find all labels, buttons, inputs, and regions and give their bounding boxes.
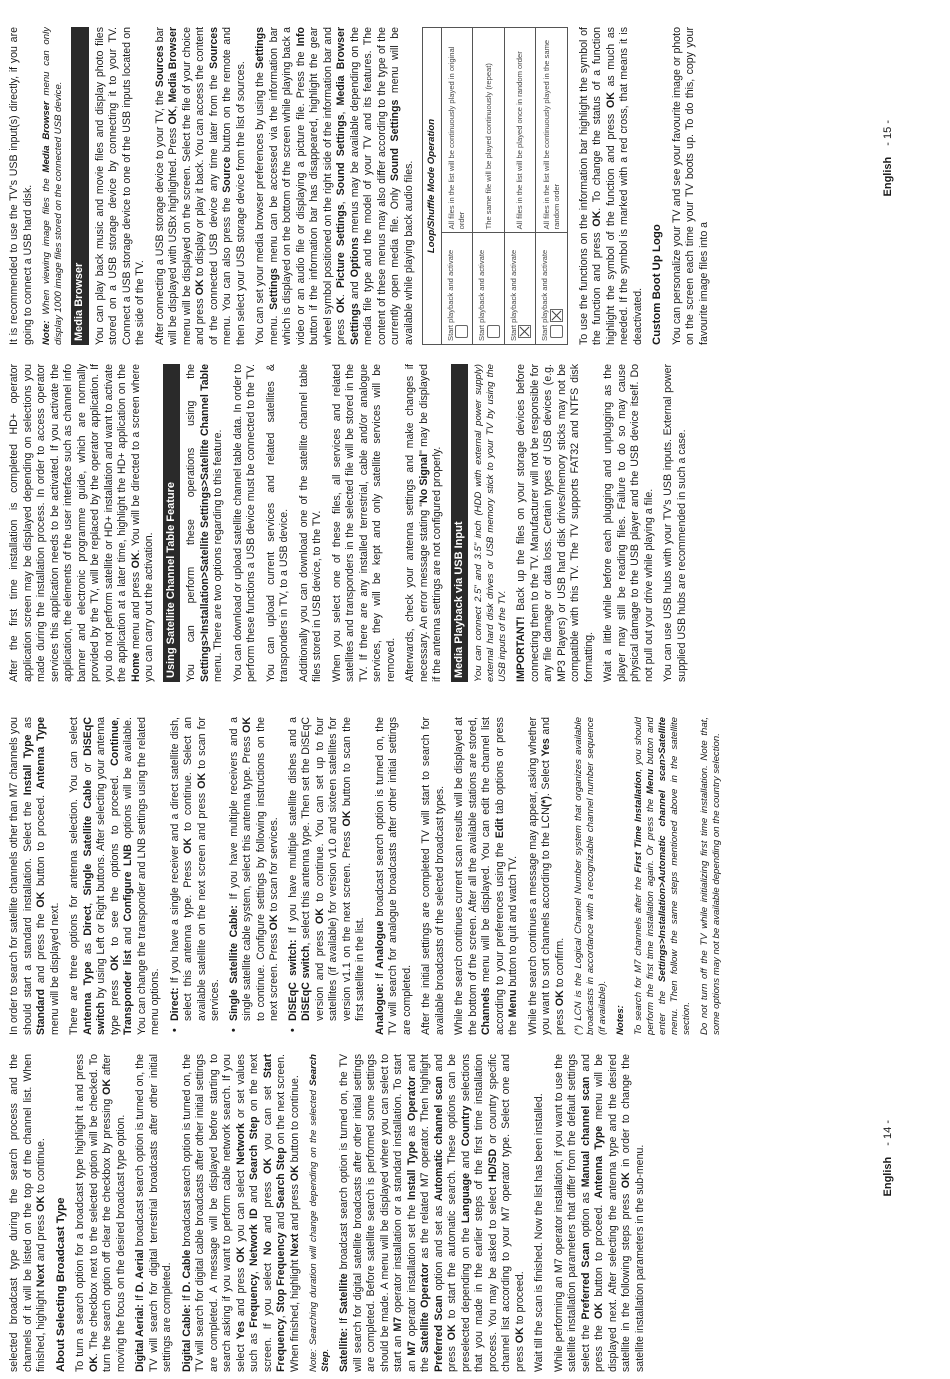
page-14 [0,690,950,1379]
paragraph: While performing an M7 operator installation, if you want to use the satellite installation parameters that differ from the default settings select the Preferred Scan option as Manual channel scan and press the OK button to proceed. Antenna Type menu will be displayed next. After selecting the antenna type and the desired satellite in the following steps press OK in order to change the satellite installation parameters in the sub-menu. [552,1054,646,1372]
paragraph: To turn a search option for a broadcast type highlight it and press OK. The checkbox next to the selected option will be checked. To turn the search option off clear the checkbox by pressing OK after moving the focus on the desired broadcast type option. [74,1054,127,1372]
paragraph: Additionally you can download one of the satellite channel table files stored in USB device, to the TV. [297,364,323,682]
list-item: • Single Satellite Cable: If you have multiple receivers and a single satellite cable system, select this antenna type. Press OK to continue. Configure settings by following instructions on the next screen. Press OK to scan for services. [228,717,282,1021]
loop-icon [550,325,563,338]
paragraph: After connecting a USB storage device to your TV, the Sources bar will be displayed with USBx highlighted. Press OK, Media Browser menu will be displayed on the screen. Select the file of your choice and press OK to display or play it back. You can access the content of the connected USB device any time later from the Sources menu. You can also press the Source button on the remote and then select your USB storage device from the list of sources. [153,27,247,345]
paragraph: You can perform these operations using the Settings>Installation>Satellite Settings>Satellite Channel Table menu. There are two options regarding to this feature. [185,364,224,682]
page15-column-1 [8,364,870,682]
page-number: - 15 - [882,120,894,146]
paragraph: Digital Aerial: If D. Aerial broadcast search option is turned on, the TV will search for digital terrestrial broadcasts after other initial settings are completed. [134,1054,173,1372]
note: To search for M7 channels after the First Time Installation, you should perform the first time installation again. Or press the Menu button and enter the Settings>Installation>Automatic channel scan>Satellite menu. Then follow the same steps mentioned above in the satellite section. [633,717,692,1035]
loop-shuffle-table [422,27,568,345]
table-cell-desc: All files in the list will be continuously played in original order [441,28,473,233]
paragraph: You can download or upload satellite channel table data. In order to perform these functions a USB device must be connected to the TV. [231,364,257,682]
table-cell-desc: All files in the list will be played once in random order [504,28,536,233]
table-cell-desc: The same file will be played continuously (repeat) [473,28,505,233]
paragraph: In order to search for satellite channels other than M7 channels you should start a standard installation. Select the Install Type as Standard and press the OK button to proceed. Antenna Type menu will be displayed next. [8,717,61,1035]
paragraph: Analogue: If Analogue broadcast search option is turned on, the TV will search for analogue broadcasts after other initial settings are completed. [373,717,413,1035]
notes-label: Notes: [615,1005,626,1035]
section-heading-media-browser: Media Browser [71,27,89,345]
table-row [504,28,536,345]
footer-language: English [882,156,894,197]
table-row [441,28,473,345]
list-item: • DiSEqC switch: If you have multiple satellite dishes and a DiSEqC switch, select this antenna type. Then set the DiSEqC version and press OK to continue. You can set up to four satellites (if available) for version v1.0 and sixteen satellites for version v1.1 on the next screen. Press OK button to scan the first satellite in the list. [287,717,368,1021]
section-heading-usb-playback: Media Playback via USB Input [451,364,469,682]
note: You can connect 2.5" and 3.5" inch (HDD with external power supply) external hard disk drives or USB memory stick to your TV by using the USB inputs of the TV. [473,364,508,682]
table-cell-action: Start playback and activate [540,249,550,341]
paragraph: Wait till the scan is finished. Now the list has been installed. [533,1093,545,1372]
note: Note: When viewing image files the Media Browser menu can only display 1000 image files stored on the connected USB device. [41,27,64,345]
page15-column-2 [8,27,870,345]
paragraph: You can upload current services and related satellites & transponders in TV, to a USB device. [264,364,290,682]
paragraph: selected broadcast type during the search process and the channels of it will be listed on the top of the channel list. When finished, highlight Next and press OK to continue. [8,1054,47,1372]
paragraph: After the first time installation is completed HD+ operator application screen may be displayed depending on selections you made during the installation process. In order to access operator services this application needs to be activated. If you activate the application, the elements of the user interface such as channel info banner and electronic programme guide, which are normally provided by the TV, will be replaced by the operator application. If you do not perform satellite or HD+ installation and want to activate the application at a later time, highlight the HD+ application on the Home menu and press OK. You will be directed to a screen where you can carry out the activation. [8,364,155,682]
page14-column-2 [8,717,870,1035]
heading-boot-logo: Custom Boot Up Logo [651,224,664,345]
section-heading-satellite-table: Using Satellite Channel Table Feature [163,364,181,682]
table-cell-action: Start playback and activate [477,249,487,341]
table-title: Loop/Shuffle Mode Operation [423,28,442,345]
page-number: - 14 - [882,1120,894,1146]
paragraph: When you select one of these files, all services and related satellites and transponders in the selected file will be stored in the TV. If there are any installed terrestrial, cable and/or analogue services, they will be kept and only satellite services will be removed. [330,364,397,682]
paragraph: You can use USB hubs with your TV's USB inputs. External power supplied USB hubs are recommended in such a case. [662,364,688,682]
list-item: • Direct: If you have a single receiver and a direct satellite dish, select this antenna type. Press OK to continue. Select an available satellite on the next screen and press OK to scan for services. [169,717,223,1021]
page-footer [882,120,894,196]
shuffle-icon [550,309,563,322]
paragraph: After the initial settings are completed TV will start to search for available broadcasts of the selected broadcast types. [420,717,446,1035]
paragraph: While the search continues a message may appear, asking whether you want to sort channels according to the LCN(*). Select Yes and press OK to confirm. [526,717,566,1035]
paragraph: Digital Cable: If D. Cable broadcast search option is turned on, the TV will search for digital cable broadcasts after other initial settings are completed. A message will be displayed before starting to search asking if you want to perform cable network search. If you select Yes and press OK you can select Network or set values such as Frequency, Network ID and Search Step on the next screen. If you select No and press OK you can set Start Frequency, Stop Frequency and Search Step on the next screen. When finished, highlight Next and press OK button to continue. [180,1054,301,1372]
page-footer [882,1120,894,1196]
paragraph: There are three options for antenna selection. You can select Antenna Type as Direct, Single Satellite Cable or DiSEqC switch by using Left or Right buttons. After selecting your antenna type press OK to see the options to proceed. Continue, Transponder list and Configure LNB options will be available. You can change the transponder and LNB settings using the related menu options. [68,717,161,1035]
table-cell-desc: All files in the list will be continuously played in the same random order [536,28,568,233]
paragraph: You can personalize your TV and see your favourite image or photo on the screen each time your TV boots up. To do this, copy your favourite image files into a [670,27,710,345]
paragraph: Wait a little while before each plugging and unplugging as the player may still be reading files. Failure to do so may cause physical damage to the USB player and the USB device itself. Do not pull out your drive while playing a file. [602,364,655,682]
table-cell-action: Start playback and activate [445,249,455,341]
note: Note: Searching duration will change depending on the selected Search Step. [308,1054,331,1372]
heading-broadcast-type: About Selecting Broadcast Type [54,1197,67,1372]
note: (*) LCN is the Logical Channel Number system that organizes available broadcasts in accordance with a recognizable channel number sequence (if available). [573,717,608,1035]
note: Do not turn off the TV while initializing first time installation. Note that, some options may not be available depending on the country selection. [699,717,722,1035]
table-cell-action: Start playback and activate [508,249,518,341]
page-15 [0,0,950,689]
paragraph: Afterwards, check your antenna settings and make changes if necessary. An error message stating "No Signal" may be displayed if the antenna settings are not configured properly. [404,364,443,682]
paragraph: It is recommended to use the TV's USB input(s) directly, if you are going to connect a USB hard disk. [8,27,34,345]
paragraph: While the search continues current scan results will be displayed at the bottom of the screen. After all the available stations are stored, Channels menu will be displayed. You can edit the channel list according to your preferences using the Edit tab options or press the Menu button to quit and watch TV. [453,717,519,1035]
antenna-type-list [169,717,368,1035]
page14-column-1 [8,1054,870,1372]
table-row [536,28,568,345]
paragraph: To use the functions on the information bar highlight the symbol of the function and press OK. To change the status of a function highlight the symbol of the function and press OK as much as needed. If the symbol is marked with a red cross, that means it is deactivated. [577,27,644,345]
footer-language: English [882,1156,894,1197]
table-row [473,28,505,345]
repeat-one-icon [487,325,500,338]
paragraph: You can set your media browser preferences by using the Settings menu. Settings menu can be accessed via the information bar which is displayed on the bottom of the screen while playing back a video or an audio file or displaying a picture file. Press the Info button if the information bar has disappeared, highlight the gear wheel symbol positioned on the right side of the information bar and press OK. Picture Settings, Sound Settings, Media Browser Settings and Options menus may be available depending on the media file type and the model of your TV and its features. The content of these menus may also differ according to the type of the currently open media file. Only Sound Settings menu will be available while playing back audio files. [254,27,415,345]
shuffle-icon [518,325,531,338]
loop-icon [455,325,468,338]
paragraph: You can play back music and movie files and display photo files stored on a USB storage device by connecting it to your TV. Connect a USB storage device to one of the USB inputs located on the side of the TV. [93,27,146,345]
paragraph: IMPORTANT! Back up the files on your storage devices before connecting them to the TV. Manufacturer will not be responsible for any file damage or data loss. Certain types of USB devices (e.g. MP3 Players) or USB hard disk drives/memory sticks may not be compatible with this TV. The TV supports FAT32 and NTFS disk formatting. [515,364,595,682]
paragraph: Satellite: If Satellite broadcast search option is turned on, the TV will search for digital satellite broadcasts after other initial settings are completed. Before satellite search is performed some settings should be made. A menu will be displayed where you can select to start an M7 operator installation or a standard installation. To start an M7 operator installation set the Install Type as Operator and the Satellite Operator as the related M7 operator. Then highlight Preferred Scan option and set as Automatic channel scan and press OK to start the automatic search. These options can be preselected depending on the Language and Country selections that you made in the earlier steps of the first time installation process. You may be asked to select HD/SD or country specific channel list according to your M7 operator type. Select one and press OK to proceed. [338,1054,526,1372]
